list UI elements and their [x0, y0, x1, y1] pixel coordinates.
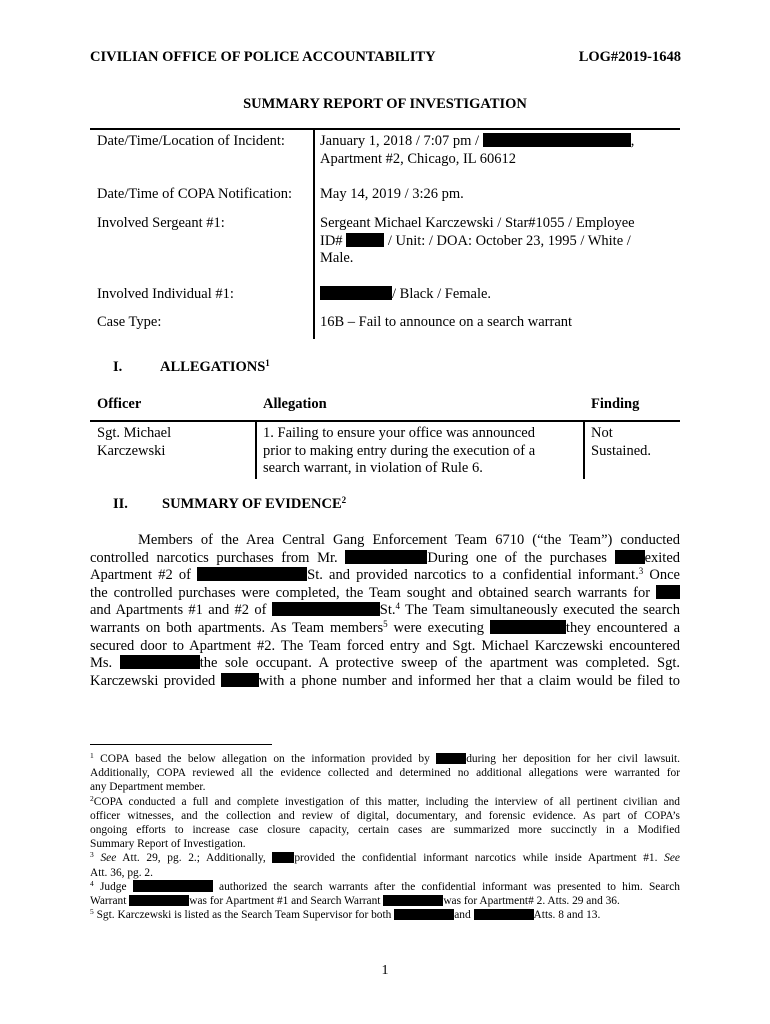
- casetype-label: Case Type:: [97, 314, 162, 330]
- notification-label: Date/Time of COPA Notification:: [97, 186, 293, 202]
- para-line: warrants on both apartments. As Team members$^5$ were executing they encountered a: [90, 618, 680, 636]
- finding-line: Not: [591, 425, 613, 441]
- incident-address: Apartment #2, Chicago, IL 60612: [320, 150, 516, 167]
- para-line: controlled narcotics purchases from Mr. During one of the purchases exited: [90, 549, 681, 566]
- footnote-3-cont: Att. 36, pg. 2.: [90, 866, 153, 879]
- table-column-divider: [313, 129, 315, 339]
- section-title-text: SUMMARY OF EVIDENCE: [162, 496, 342, 512]
- officer-line: Karczewski: [97, 442, 166, 459]
- allegation-line: search warrant, in violation of Rule 6.: [263, 460, 483, 476]
- page-title: SUMMARY REPORT OF INVESTIGATION: [243, 96, 527, 112]
- col-finding: Finding: [591, 396, 640, 412]
- sergeant-line2: / Unit: / DOA: October 23, 1995 / White /: [387, 232, 631, 249]
- officer-line: Sgt. Michael: [97, 425, 172, 441]
- redaction: [320, 286, 392, 300]
- redaction: [197, 567, 307, 581]
- sergeant-line1: Sergeant Michael Karczewski / Star#1055 / Employee: [320, 215, 635, 231]
- sergeant-line3: Male.: [320, 250, 354, 266]
- log-number: LOG#2019-1648: [578, 49, 681, 65]
- para-line: secured door to Apartment #2. The Team forced entry and Sgt. Michael Karczewski encountered: [90, 637, 680, 654]
- section-title-allegations: [160, 359, 270, 376]
- footnote-1-cont: Additionally, COPA reviewed all the evidence collected and determined no additional allegations were warranted for: [90, 767, 680, 780]
- redaction: [656, 585, 680, 599]
- redaction: [436, 753, 466, 765]
- redaction: [394, 909, 454, 921]
- allegation-divider-2: [583, 421, 585, 479]
- redaction: [345, 550, 427, 564]
- footnotes: [90, 752, 680, 922]
- footnote-4-cont: Warrant was for Apartment #1 and Search Warrant was for Apartment# 2. Atts. 29 and 36.: [90, 895, 620, 908]
- sergeant-value: [320, 215, 690, 268]
- footnote-3: $^3$ See Att. 29, pg. 2.; Additionally, provided the confidential informant narcotics while inside Apartment #1. See: [90, 850, 680, 865]
- punct: ,: [630, 133, 635, 149]
- allegation-table-rule: [90, 420, 680, 422]
- redaction: [272, 602, 380, 616]
- individual-value: [320, 286, 690, 304]
- sergeant-label: Involved Sergeant #1:: [97, 215, 225, 231]
- org-name: CIVILIAN OFFICE OF POLICE ACCOUNTABILITY: [90, 49, 436, 65]
- footnote-5: $^5$ Sgt. Karczewski is listed as the Search Team Supervisor for both and Atts. 8 and 13.: [90, 907, 601, 922]
- redaction: [483, 133, 631, 147]
- redaction: [129, 895, 189, 907]
- incident-value: [320, 133, 690, 168]
- section-number: I.: [113, 359, 123, 375]
- footnote-ref: 2: [341, 495, 347, 505]
- col-allegation: Allegation: [263, 396, 327, 412]
- allegation-cell: [263, 425, 535, 478]
- evidence-paragraph: [90, 532, 680, 690]
- redaction: [615, 550, 645, 564]
- footnote-1: $^1$ COPA based the below allegation on the information provided by during her deposition for her civil lawsuit.: [90, 751, 681, 765]
- finding-line: Sustained.: [591, 442, 652, 459]
- col-officer: Officer: [97, 396, 142, 412]
- redaction: [383, 895, 443, 907]
- para-line: Apartment #2 of St. and provided narcotics to a confidential informant.$^3$ Once: [90, 566, 680, 584]
- footnote-1-cont: any Department member.: [90, 781, 206, 794]
- section-number: II.: [113, 496, 128, 512]
- para-line: Members of the Area Central Gang Enforcement Team 6710 (“the Team”) conducted: [138, 532, 680, 548]
- page-number: 1: [381, 963, 389, 978]
- notification-value: May 14, 2019 / 3:26 pm.: [320, 186, 464, 202]
- individual-label: Involved Individual #1:: [97, 286, 234, 302]
- redaction: [346, 233, 384, 247]
- footnote-2-cont: ongoing efforts to increase case closure capacity, certain cases are summarized more succinctly in a Modified: [90, 824, 680, 837]
- para-line: Ms. the sole occupant. A protective sweep of the apartment was completed. Sgt.: [90, 655, 681, 672]
- footnote-2-cont: Summary Report of Investigation.: [90, 838, 246, 851]
- section-title-text: ALLEGATIONS: [160, 359, 266, 375]
- allegation-divider-1: [255, 421, 257, 479]
- para-line: and Apartments #1 and #2 of St.$^4$ The Team simultaneously executed the search: [90, 601, 680, 619]
- individual-desc: / Black / Female.: [392, 286, 492, 302]
- footnote-ref: 1: [265, 358, 270, 368]
- para-line: the controlled purchases were completed, the Team sought and obtained search warrants for: [90, 585, 680, 603]
- redaction: [120, 655, 200, 669]
- redaction: [133, 880, 213, 892]
- incident-datetime: January 1, 2018 / 7:07 pm /: [320, 133, 480, 149]
- footnote-2: $^2$COPA conducted a full and complete investigation of this matter, including the interview of all pertinent civilian and: [90, 793, 680, 808]
- footnote-separator: [90, 744, 272, 745]
- allegation-line: 1. Failing to ensure your office was announced: [263, 425, 535, 441]
- casetype-value: 16B – Fail to announce on a search warrant: [320, 314, 573, 330]
- section-title-evidence: [162, 496, 346, 513]
- footnote-4: $^4$ Judge authorized the search warrants after the confidential informant was presented to him. Search: [90, 878, 680, 893]
- incident-label: Date/Time/Location of Incident:: [97, 133, 285, 149]
- footnote-2-cont: officer witnesses, and the collection and review of digital, documentary, and forensic evidence. As part of COPA’s: [90, 809, 680, 822]
- redaction: [474, 909, 534, 921]
- allegation-line: prior to making entry during the execution of a: [263, 442, 536, 459]
- table-top-rule: [90, 128, 680, 130]
- redaction: [490, 620, 566, 634]
- redaction: [221, 673, 259, 687]
- officer-cell: [97, 425, 171, 460]
- finding-cell: [591, 425, 651, 460]
- id-prefix: ID#: [320, 232, 343, 249]
- redaction: [272, 852, 294, 864]
- para-line: Karczewski provided with a phone number and informed her that a claim would be filed to: [90, 672, 681, 689]
